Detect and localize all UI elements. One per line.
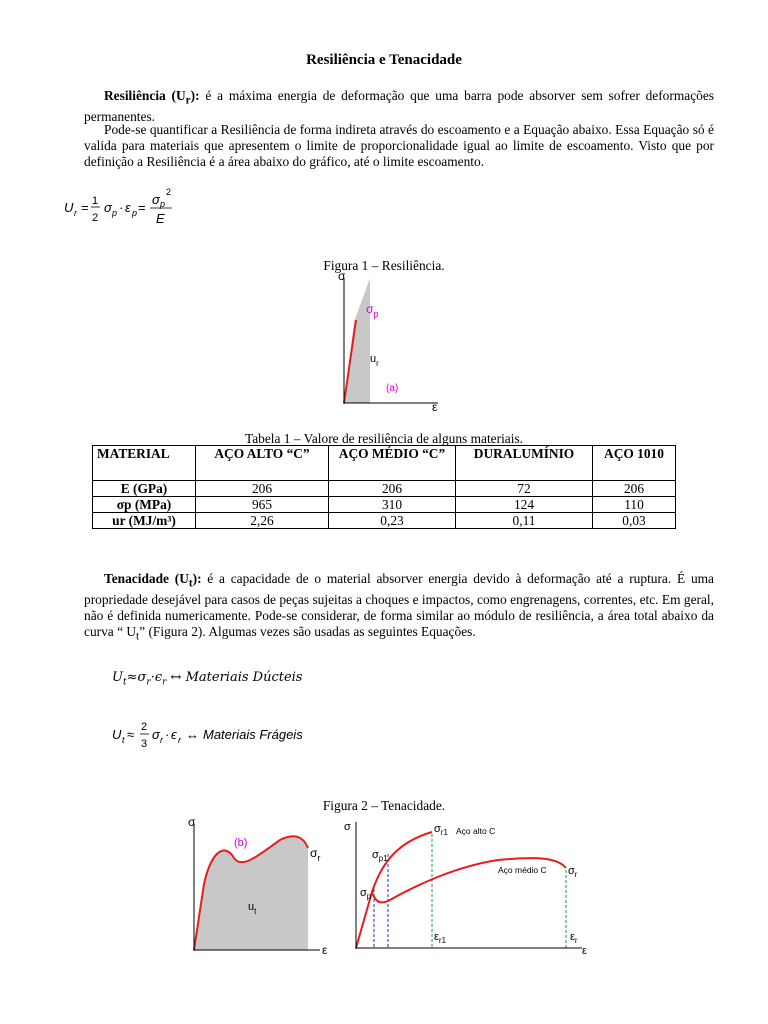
eps-r-label: $\varepsilon_r$ (570, 931, 578, 945)
sigma-p-label: $\sigma_p$ (360, 887, 372, 901)
svg-text:1: 1 (92, 195, 99, 207)
sigma-p1-label: $\sigma_{p1}$ (372, 849, 388, 863)
page-title: Resiliência e Tenacidade (306, 52, 462, 68)
resiliencia-paragraph-2: Pode-se quantificar a Resiliência de forma indireta através do escoamento e a Equação abaixo. Essa Equação só é valida para materiais que apresentem o limite de proporcionalidade igual ao limite de escoamento. Visto que por definição a Resiliência é a área abaixo do gráfico, até o limite escoamento. (84, 122, 714, 170)
aco-alto-label: Aço alto C (456, 826, 496, 836)
svg-text:=: = (138, 200, 146, 215)
ur-label: $u_r$ (370, 353, 379, 368)
figure2-left-chart (180, 812, 340, 962)
svg-text:p: p (132, 208, 138, 218)
resilience-area (344, 278, 370, 403)
header-aco-alto: AÇO ALTO “C” (196, 446, 329, 481)
svg-text:3: 3 (141, 738, 148, 750)
header-material: MATERIAL (93, 446, 196, 481)
svg-text:ϵ: ϵ (171, 727, 177, 742)
svg-text:2: 2 (166, 187, 172, 197)
figure1-chart (328, 270, 458, 415)
aco-medio-label: Aço médio C (498, 865, 547, 875)
svg-text:r: r (160, 735, 163, 745)
sigma-p-label: $\sigma_p$ (366, 302, 379, 319)
high-carbon-curve (356, 832, 432, 948)
axis-eps-label: ε (432, 400, 438, 414)
equation-ductile: $U_t\approx\sigma_r\cdot\epsilon_r$ ↔ Materiais Dúcteis (112, 670, 303, 688)
svg-text:r: r (74, 208, 77, 218)
resiliencia-paragraph: Resiliência $(U_r)$: é a máxima energia de deformação que uma barra pode absorver sem sofrer deformações permanentes. (84, 88, 714, 124)
svg-text:ε: ε (125, 200, 131, 215)
svg-text:≈: ≈ (127, 727, 135, 742)
tag-a: (a) (386, 383, 399, 394)
tenacidade-paragraph: Tenacidade $(U_t)$: é a capacidade de o material absorver energia devido à deformação até a ruptura. É uma propriedade desejável para casos de peças sujeitas a choques e impactos, como engrenagens, correntes, etc. Em geral, não é definida numericamente. Pode-se considerar, de forma similar ao módulo de resiliência, a área total abaixo da curva “ $U_t$” (Figura 2). Algumas vezes são usadas as seguintes Equações. (84, 571, 714, 643)
sigma-r1-label: $\sigma_{r1}$ (434, 823, 448, 837)
svg-text:t: t (122, 735, 125, 745)
figure1-caption: Figura 1 – Resiliência. (323, 258, 445, 273)
figure2-caption: Figura 2 – Tenacidade. (322, 798, 446, 813)
svg-text:p: p (112, 208, 118, 218)
header-duraluminio: DURALUMÍNIO (456, 446, 593, 481)
header-aco-1010: AÇO 1010 (593, 446, 676, 481)
svg-text:r: r (178, 735, 181, 745)
svg-text:σ: σ (104, 200, 112, 215)
sigma-r-label: $\sigma_r$ (310, 846, 321, 863)
svg-text:2: 2 (92, 212, 99, 224)
svg-text:U: U (112, 727, 122, 742)
toughness-area (194, 836, 308, 950)
svg-text:Materiais Frágeis: Materiais Frágeis (203, 727, 303, 742)
svg-text:·: · (119, 200, 124, 215)
table-row: σp (MPa) 965 310 124 110 (93, 497, 676, 513)
eps-r1-label: $\varepsilon_{r1}$ (434, 931, 447, 945)
equation-fragile (110, 715, 340, 755)
svg-text:·: · (165, 727, 170, 742)
svg-text:↔: ↔ (186, 727, 199, 742)
table-row: ur (MJ/m³) 2,26 0,23 0,11 0,03 (93, 513, 676, 529)
axis-sigma-label: σ (188, 815, 196, 829)
svg-text:p: p (160, 199, 166, 209)
tag-b: (b) (234, 837, 248, 849)
svg-text:σ: σ (152, 727, 160, 742)
svg-text:=: = (81, 200, 89, 215)
axis-sigma-label: σ (338, 270, 346, 283)
axis-sigma-label: σ (344, 821, 351, 833)
svg-text:σ: σ (152, 192, 160, 207)
svg-text:E: E (156, 211, 165, 226)
axis-eps-label: ε (582, 945, 587, 957)
figure2-right-chart (338, 814, 598, 959)
sigma-r-label: $\sigma_r$ (568, 865, 578, 879)
ut-label: $u_t$ (248, 901, 257, 916)
axis-eps-label: ε (322, 943, 328, 957)
svg-text:2: 2 (141, 721, 148, 733)
svg-text:U: U (64, 200, 74, 215)
header-aco-medio: AÇO MÉDIO “C” (329, 446, 456, 481)
resilience-table (92, 445, 676, 529)
table-row: E (GPa) 206 206 72 206 (93, 481, 676, 497)
equation-ur (62, 184, 192, 230)
table1-caption: Tabela 1 – Valore de resiliência de alguns materiais. (244, 431, 524, 446)
